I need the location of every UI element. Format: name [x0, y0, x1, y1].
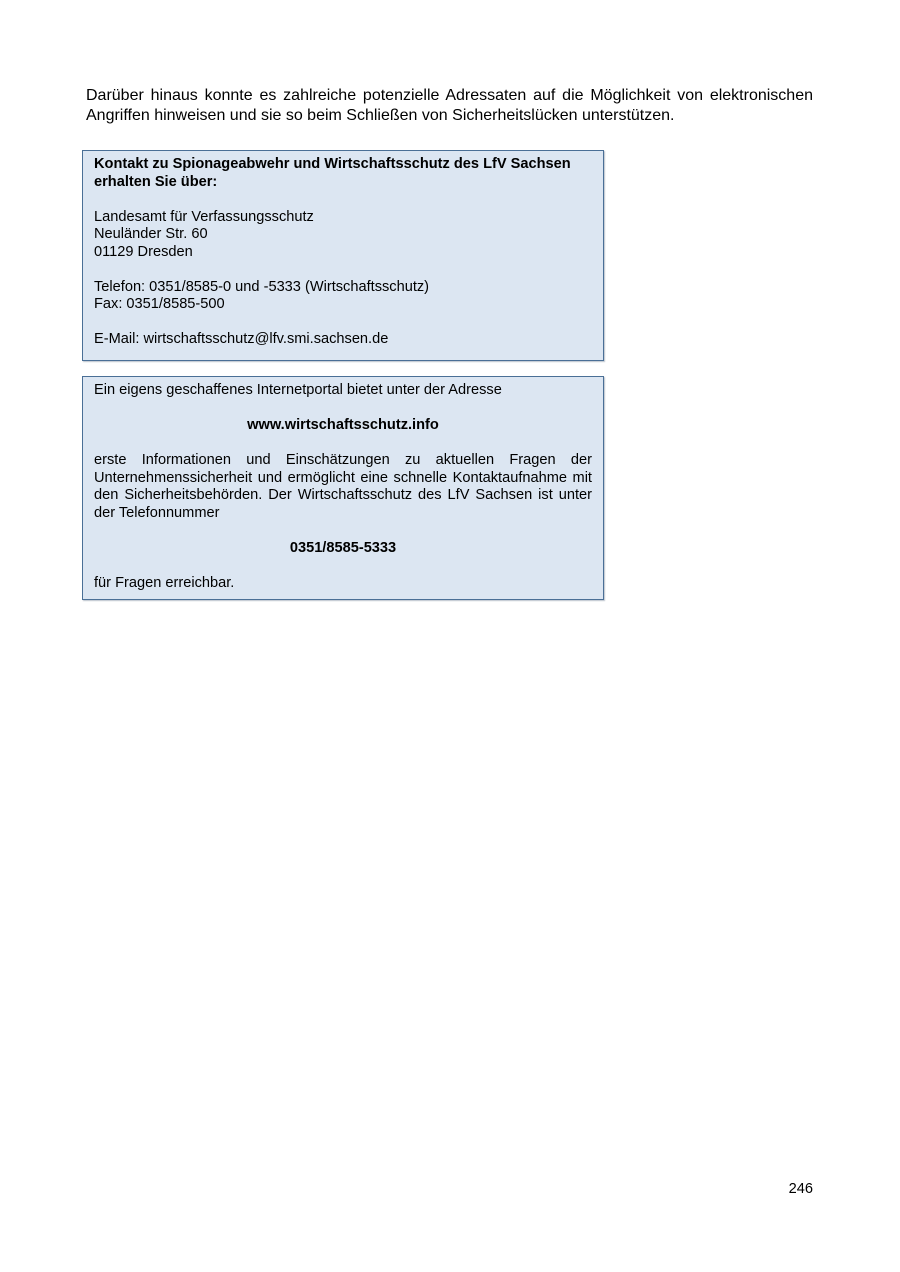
- portal-info-box: [82, 376, 604, 600]
- portal-body: erste Informationen und Einschätzungen zu aktuellen Fragen der Unternehmenssicherheit und ermöglicht eine schnelle Kontaktaufnahme mit den Sicherheitsbehörden. Der Wirtschaftsschutz des LfV Sachsen ist unter der Telefonnummer: [94, 452, 592, 521]
- portal-intro: Ein eigens geschaffenes Internetportal bietet unter der Adresse: [94, 382, 502, 398]
- contact-info-box: [82, 150, 604, 361]
- address-street: Neuländer Str. 60: [94, 226, 208, 242]
- contact-fax: Fax: 0351/8585-500: [94, 296, 225, 312]
- intro-paragraph: Darüber hinaus konnte es zahlreiche potenzielle Adressaten auf die Möglichkeit von elektronischen Angriffen hinweisen und sie so beim Schließen von Sicherheitslücken unterstützen.: [86, 87, 813, 124]
- contact-heading: Kontakt zu Spionageabwehr und Wirtschaftsschutz des LfV Sachsen erhalten Sie über:: [94, 156, 571, 190]
- portal-closing: für Fragen erreichbar.: [94, 574, 235, 591]
- contact-email: E-Mail: wirtschaftsschutz@lfv.smi.sachsen.de: [94, 331, 389, 347]
- contact-address: [94, 209, 592, 262]
- contact-phone-fax: [94, 279, 592, 314]
- address-city: 01129 Dresden: [94, 243, 193, 260]
- address-organization: Landesamt für Verfassungsschutz: [94, 208, 314, 225]
- contact-phone: Telefon: 0351/8585-0 und -5333 (Wirtschaftsschutz): [94, 278, 430, 295]
- portal-url: www.wirtschaftsschutz.info: [247, 417, 439, 433]
- page-number: 246: [788, 1181, 813, 1197]
- portal-phone: 0351/8585-5333: [289, 539, 397, 556]
